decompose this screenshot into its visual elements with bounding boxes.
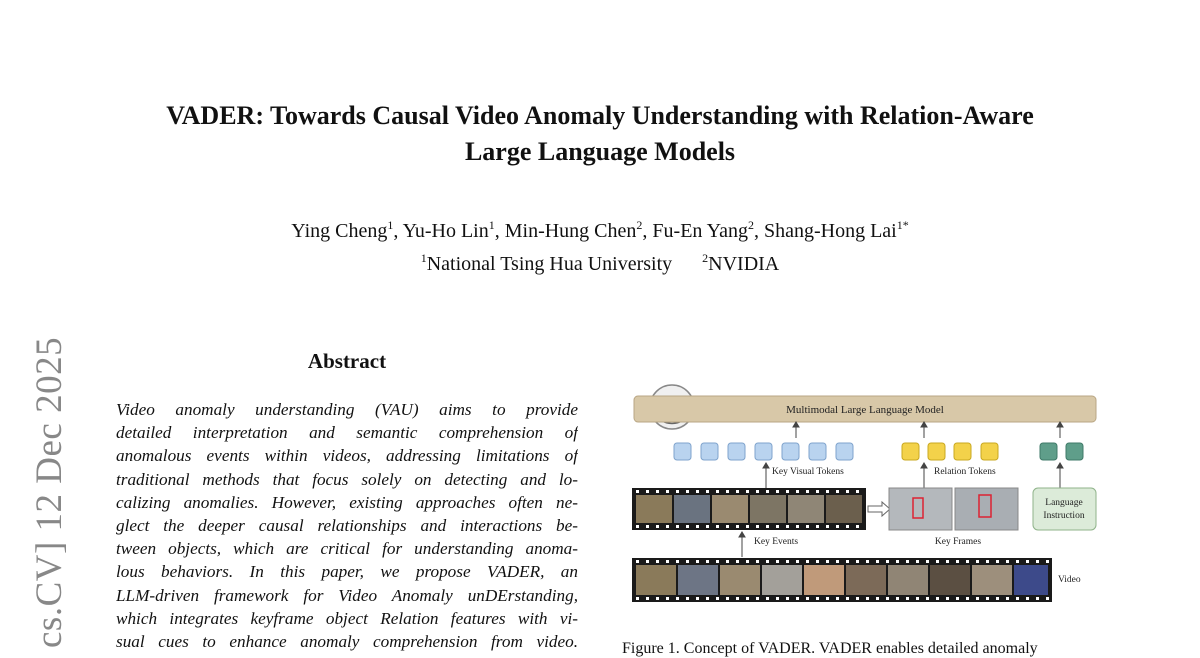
concept-figure [630,380,1100,610]
author-affiliation-mark: 1 [488,218,495,232]
abstract-line: calizing anomalies. However, existing approaches often ne- [116,492,578,512]
abstract-body [116,398,578,653]
figure-caption: Figure 1. Concept of VADER. VADER enables detailed anomaly [622,640,1038,657]
abstract-line: sual cues to enhance anomaly comprehension from video. [116,631,578,651]
author-name: Yu-Ho Lin [402,220,489,242]
author-name: Ying Cheng [291,220,388,242]
author-name: Min-Hung Chen [504,220,637,242]
author-affiliation-mark: 2 [636,218,643,232]
affiliation-name: National Tsing Hua University [426,253,673,275]
abstract-heading: Abstract [307,349,387,373]
abstract-line: anomalous events within videos, addressing limitations of [116,446,578,466]
video-filmstrip [632,558,1052,602]
author-list: Ying Cheng$^1$, Yu-Ho Lin$^1$, Min-Hung Chen$^2$, Fu-En Yang$^2$, Shang-Hong Lai$^{1*}$ [291,218,909,242]
abstract-line: glect the deeper causal relationships and interactions be- [116,515,578,535]
language-instruction-label-1: Language [1045,498,1083,508]
abstract-line: tween objects, which are critical for understanding anoma- [116,539,578,559]
author-name: Shang-Hong Lai [763,220,897,242]
key-events-label: Key Events [754,537,799,547]
instruction-tokens [1040,443,1083,460]
llm-label: Multimodal Large Language Model [786,404,944,416]
affiliation-number: 1 [420,251,427,265]
language-instruction-box [1033,488,1096,530]
arxiv-stamp: cs.CV] 12 Dec 2025 [29,336,70,648]
key-frames [889,488,1018,530]
author-name: Fu-En Yang [652,220,748,242]
relation-tokens-label: Relation Tokens [934,467,996,477]
paper-title [0,98,1200,170]
title-line-1: VADER: Towards Causal Video Anomaly Understanding with Relation-Aware [166,101,1034,130]
abstract-line: detailed interpretation and semantic comprehension of [116,423,578,443]
title-line-2: Large Language Models [464,137,736,166]
abstract-line: which integrates keyframe object Relation features with vi- [116,608,578,628]
author-affiliation-mark: 1 [387,218,394,232]
key-visual-tokens-label: Key Visual Tokens [772,467,844,477]
affiliation-list [0,245,1200,278]
abstract-line: traditional methods that focus solely on detecting and lo- [116,469,578,489]
key-frames-label: Key Frames [934,537,982,547]
arrow-right-icon [868,502,890,516]
abstract-line: Video anomaly understanding (VAU) aims to provide [116,400,578,419]
language-instruction-label-2: Instruction [1043,511,1085,521]
author-affiliation-mark: 1* [896,218,909,232]
video-label: Video [1058,575,1081,585]
key-visual-tokens [674,443,853,460]
abstract-line: lous behaviors. In this paper, we propose VADER, an [116,562,578,582]
author-affiliation-mark: 2 [747,218,754,232]
affiliation-name: NVIDIA [708,253,780,275]
key-events-filmstrip [632,488,866,530]
relation-tokens [902,443,998,460]
authors-block [0,212,1200,278]
affiliation-number: 2 [702,251,709,265]
abstract-line: LLM-driven framework for Video Anomaly unDErstanding, [116,585,578,605]
